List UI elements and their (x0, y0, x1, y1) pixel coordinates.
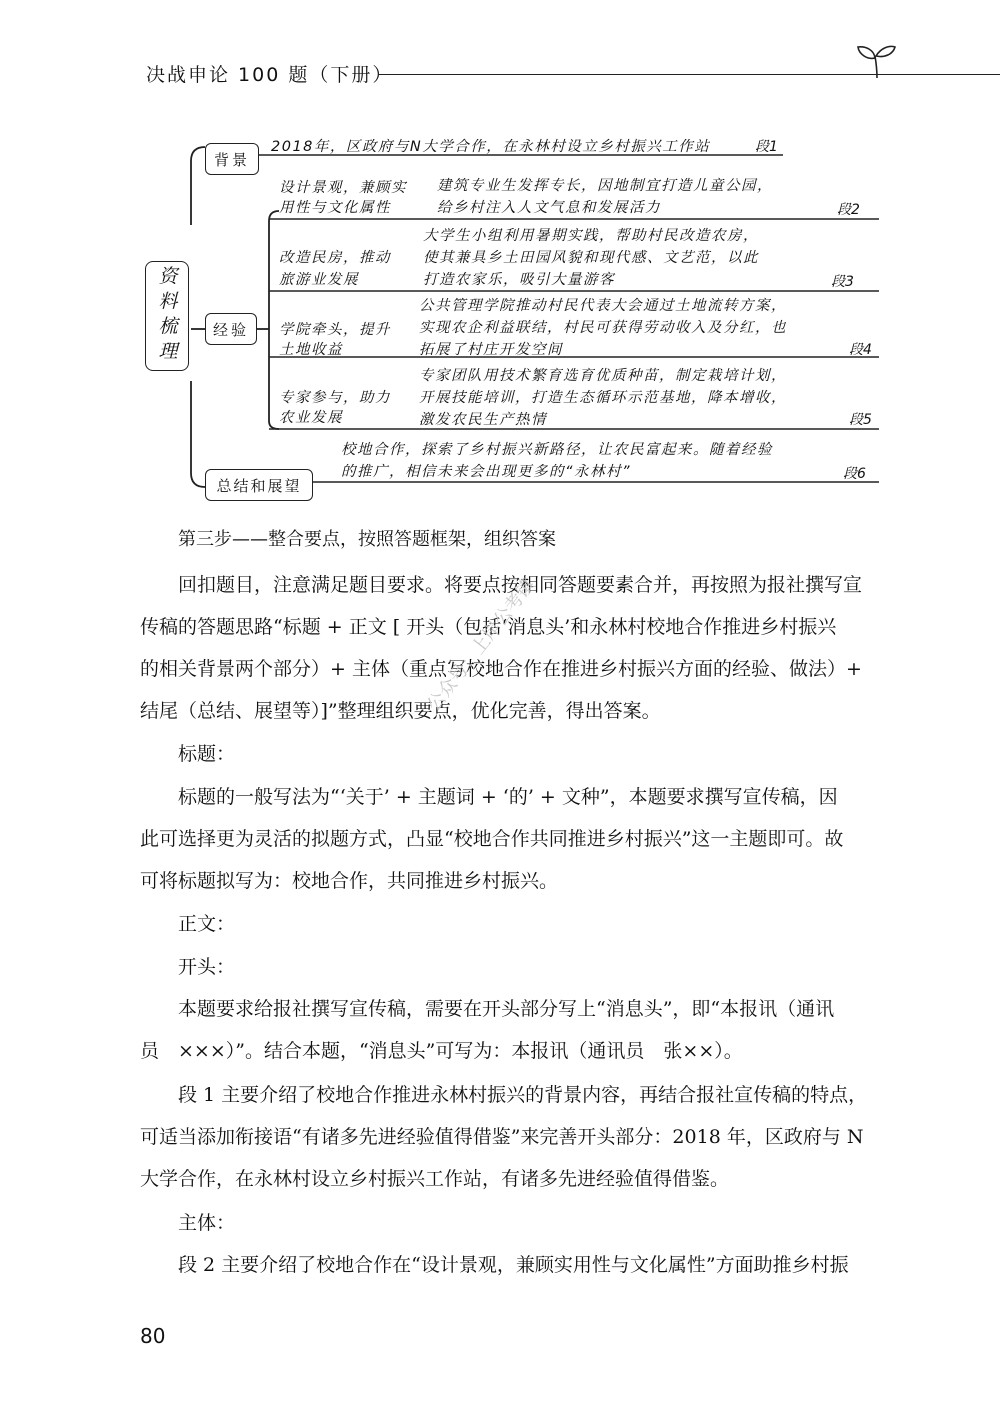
running-header (146, 60, 906, 90)
experience-item-detail: 拓展了村庄开发空间 (419, 342, 563, 358)
paragraph-line: 标题的一般写法为“‘关于’ + 主题词 + ‘的’ + 文种”，本题要求撰写宣传稿，因 (178, 786, 838, 808)
experience-item-detail: 大学生小组利用暑期实践，帮助村民改造农房， (423, 228, 759, 244)
mind-map (143, 133, 883, 505)
paragraph-line: 段 1 主要介绍了校地合作推进永林村振兴的背景内容，再结合报社宣传稿的特点， (178, 1084, 868, 1106)
summary-text: 校地合作，探索了乡村振兴新路径，让农民富起来。随着经验 (341, 442, 773, 458)
experience-item-detail: 开展技能培训，打造生态循环示范基地，降本增收， (419, 390, 787, 406)
experience-item-topic: 专家参与，助力 (279, 390, 391, 406)
experience-item-detail: 使其兼具乡土田园风貌和现代感、文艺范，以此 (423, 250, 759, 266)
paragraph-line: 的相关背景两个部分）+ 主体（重点写校地合作在推进乡村振兴方面的经验、做法）+ (140, 658, 862, 680)
page-number: 80 (140, 1324, 166, 1348)
experience-item-topic: 旅游业发展 (279, 272, 359, 288)
summary-tag: 段6 (843, 466, 866, 482)
experience-item-topic: 农业发展 (279, 410, 343, 426)
experience-item-tag: 段4 (849, 342, 872, 358)
experience-item-detail: 建筑专业生发挥专长，因地制宜打造儿童公园， (437, 178, 773, 194)
root-node: 资料梳理 (145, 261, 189, 371)
experience-item-topic: 学院牵头，提升 (279, 322, 391, 338)
experience-item-topic: 改造民房，推动 (279, 250, 391, 266)
section-label: 标题： (178, 743, 236, 765)
header-rule (378, 74, 1000, 75)
paragraph-line: 回扣题目，注意满足题目要求。将要点按相同答题要素合并，再按照为报社撰写宣 (178, 574, 863, 596)
background-text: 2018年，区政府与N大学合作，在永林村设立乡村振兴工作站 (271, 139, 711, 155)
experience-item-tag: 段3 (831, 274, 854, 290)
background-tag: 段1 (755, 139, 778, 155)
section-label: 正文： (178, 913, 236, 935)
experience-item-detail: 实现农企利益联结，村民可获得劳动收入及分红，也 (419, 320, 787, 336)
background-node: 背景 (205, 143, 259, 175)
paragraph-line: 传稿的答题思路“标题 + 正文 [ 开头（包括‘消息头’和永林村校地合作推进乡村振兴 (140, 616, 837, 638)
paragraph-line: 结尾（总结、展望等）]”整理组织要点，优化完善，得出答案。 (140, 700, 661, 722)
paragraph-line: 大学合作，在永林村设立乡村振兴工作站，有诸多先进经验值得借鉴。 (140, 1168, 730, 1190)
paragraph-line: 段 2 主要介绍了校地合作在“设计景观，兼顾实用性与文化属性”方面助推乡村振 (178, 1254, 849, 1276)
experience-item-tag: 段2 (837, 202, 860, 218)
experience-item-detail: 专家团队用技术繁育选育优质种苗，制定栽培计划， (419, 368, 787, 384)
step3-heading: 第三步——整合要点，按照答题框架，组织答案 (178, 529, 556, 550)
summary-node: 总结和展望 (205, 469, 313, 501)
experience-item-topic: 用性与文化属性 (279, 200, 391, 216)
experience-item-detail: 打造农家乐，吸引大量游客 (423, 272, 615, 288)
sprout-icon (855, 44, 897, 78)
experience-item-detail: 激发农民生产热情 (419, 412, 547, 428)
paragraph-line: 此可选择更为灵活的拟题方式，凸显“校地合作共同推进乡村振兴”这一主题即可。故 (140, 828, 844, 850)
experience-node: 经验 (205, 313, 257, 345)
watermark: 公众号：上岸公考镇 (423, 574, 540, 716)
section-label: 主体： (178, 1212, 236, 1234)
paragraph-line: 员 ×××）”。结合本题，“消息头”可写为：本报讯（通讯员 张××）。 (140, 1040, 743, 1062)
experience-item-detail: 给乡村注入人文气息和发展活力 (437, 200, 661, 216)
paragraph-line: 本题要求给报社撰写宣传稿，需要在开头部分写上“消息头”，即“本报讯（通讯 (178, 998, 835, 1020)
paragraph-line: 可将标题拟写为：校地合作，共同推进乡村振兴。 (140, 870, 559, 892)
summary-text: 的推广，相信未来会出现更多的“永林村” (341, 464, 632, 480)
experience-item-tag: 段5 (849, 412, 872, 428)
book-title: 决战申论 100 题（下册） (146, 64, 394, 86)
section-label: 开头： (178, 956, 236, 978)
experience-item-detail: 公共管理学院推动村民代表大会通过土地流转方案， (419, 298, 787, 314)
experience-item-topic: 土地收益 (279, 342, 343, 358)
paragraph-line: 可适当添加衔接语“有诸多先进经验值得借鉴”来完善开头部分：2018 年，区政府与 N (140, 1126, 864, 1148)
experience-item-topic: 设计景观，兼顾实 (279, 180, 407, 196)
